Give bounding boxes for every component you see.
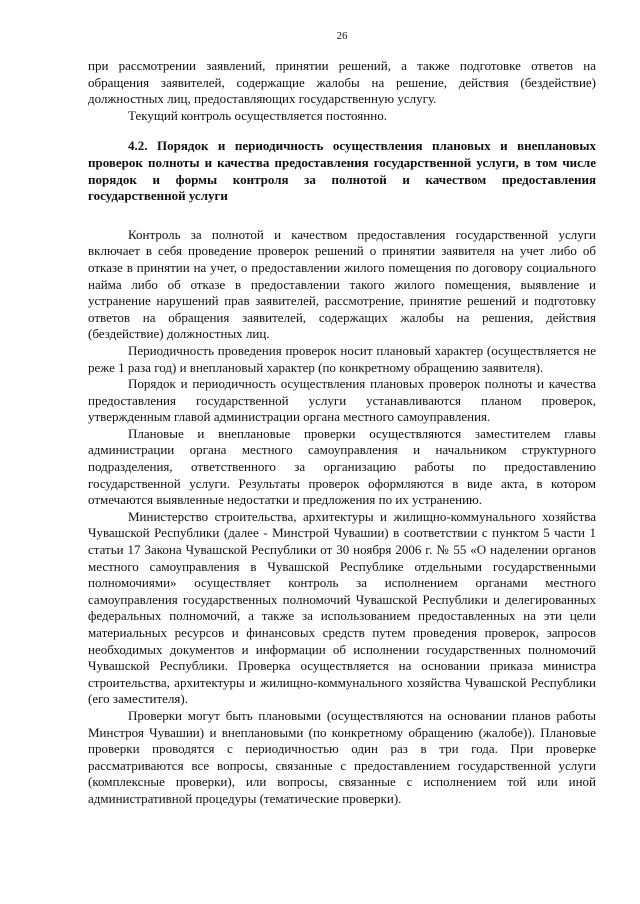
paragraph-ministry-control: Министерство строительства, архитектуры и жилищно-коммунального хозяйства Чувашской Республики (далее - Минстрой Чувашии) в соответствии с пунктом 5 части 1 статьи 17 Закона Чувашской Республики от 30 ноября 2006 г. № 55 «О наделении органов местного самоуправления в Чувашской Республике отдельными государственными полномочиями» осуществляет контроль за исполнением органами местного самоуправления государственных полномочий Чувашской Республики и делегированных федеральных полномочий, а также за использованием предоставленных на эти цели материальных ресурсов и финансовых средств путем проведения проверок, запросов необходимых документов и информации об исполнении государственных полномочий Чувашской Республики. Проверка осуществляется на основании приказа министра строительства, архитектуры и жилищно-коммунального хозяйства Чувашской Республики (его заместителя). — [88, 508, 596, 707]
paragraph-inspections-performers: Плановые и внеплановые проверки осуществляются заместителем главы администрации органа местного самоуправления и начальником структурного подразделения, ответственного за организацию работы по предоставлению государственной услуги. Результаты проверок оформляются в виде акта, в котором отмечаются выявленные недостатки и предложения по их устранению. — [88, 425, 596, 508]
paragraph-control-scope: Контроль за полнотой и качеством предоставления государственной услуги включает в себя проведение проверок решений о принятии заявителя на учет либо об отказе в принятии на учет, о предоставлении жилого помещения по договору социального найма либо об отказе в предоставлении такого жилого помещения, выявление и устранение нарушений прав заявителей, рассмотрение, принятие решений и подготовку ответов на обращения заявителей, содержащих жалобы на решения, действия (бездействие) должностных лиц. — [88, 226, 596, 342]
paragraph-current-control: Текущий контроль осуществляется постоянно. — [128, 107, 387, 123]
paragraph-continuation: при рассмотрении заявлений, принятии решений, а также подготовке ответов на обращения заявителей, содержащие жалобы на решение, действия (бездействие) должностных лиц, предоставляющих государственную услугу. — [88, 58, 596, 107]
page-number: 26 — [336, 30, 348, 42]
paragraph-periodicity: Периодичность проведения проверок носит плановый характер (осуществляется не реже 1 раза год) и внеплановый характер (по конкретному обращению заявителя). — [88, 342, 596, 375]
paragraph-plan-order: Порядок и периодичность осуществления плановых проверок полноты и качества предоставления государственной услуги устанавливаются планом проверок, утвержденным главой администрации органа местного самоуправления. — [88, 376, 596, 425]
paragraph-inspection-types: Проверки могут быть плановыми (осуществляются на основании планов работы Минстроя Чувашии) и внеплановыми (по конкретному обращению (жалобе)). Плановые проверки проводятся с периодичностью один раз в три года. При проверке рассматриваются все вопросы, связанные с предоставлением государственной услуги (комплексные проверки), или вопросы, связанные с исполнением той или иной административной процедуры (тематические проверки). — [88, 707, 596, 806]
section-heading-4-2: 4.2. Порядок и периодичность осуществления плановых и внеплановых проверок полноты и качества предоставления государственной услуги, в том числе порядок и формы контроля за полнотой и качеством предоставления государственной услуги — [88, 138, 596, 204]
document-page — [88, 30, 596, 808]
